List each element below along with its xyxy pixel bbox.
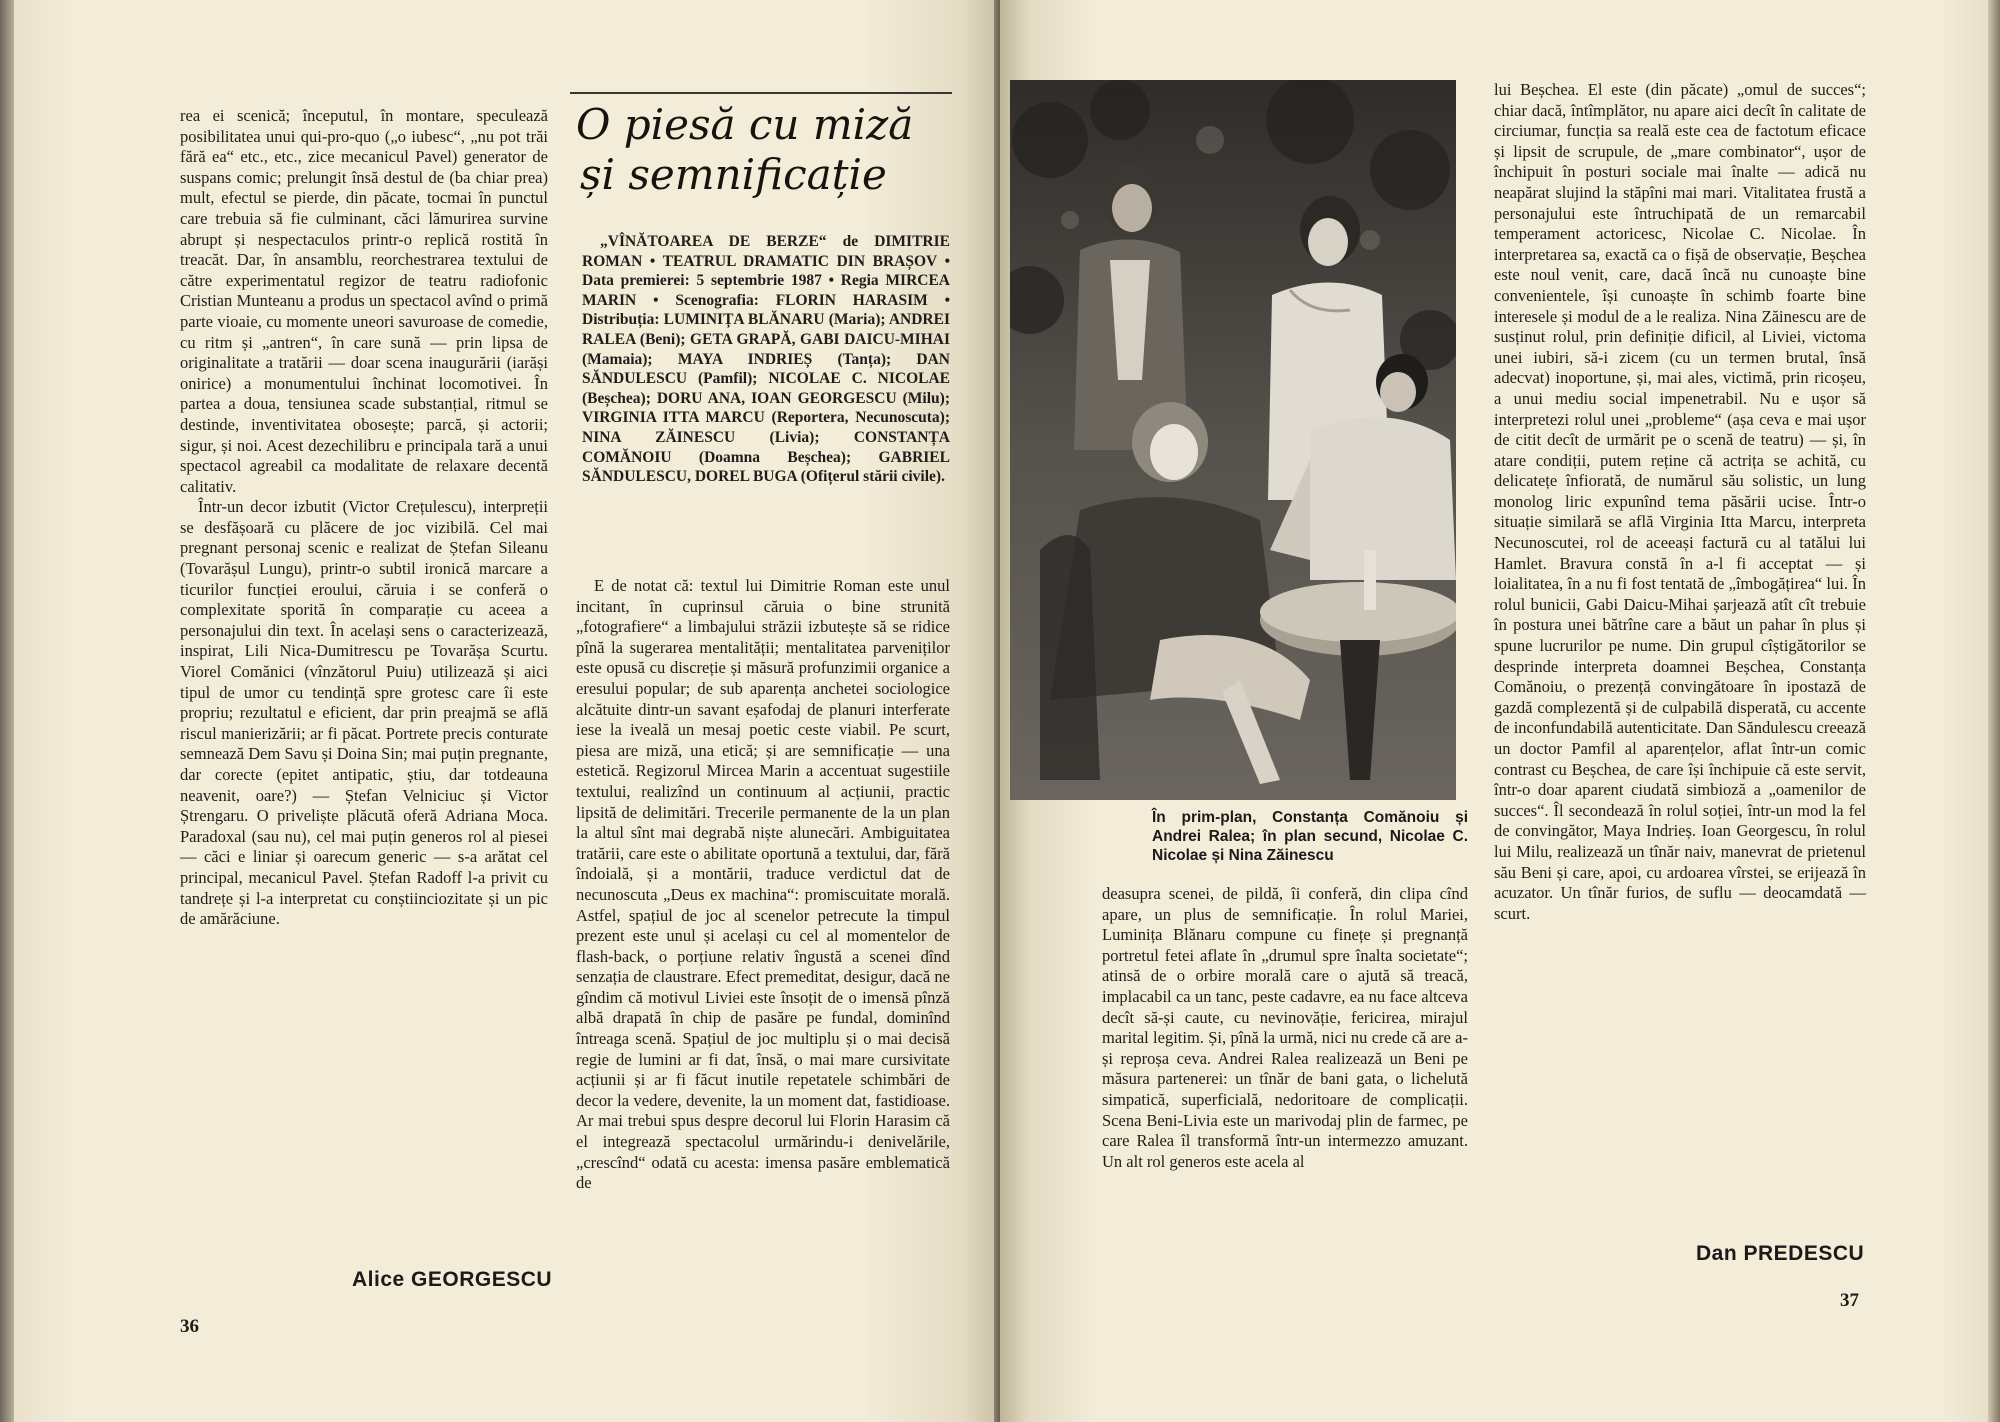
photo-image <box>1010 80 1456 800</box>
right-page-number: 37 <box>1840 1290 1859 1311</box>
article-title-line-1: O piesă cu miză <box>576 100 914 149</box>
right-col1-paragraph: deasupra scenei, de pildă, îi conferă, din clipa cînd apare, un plus de semnificație. În rolul Mariei, Luminița Blănaru compune cu finețe și pregnanță portretul fetei aflate în „drumul spre înalta societate“; atinsă de o orbire morală care o ajută să treacă, implacabil ca un tanc, peste cadavre, ea nu face altceva decît să-și caute, cu nevinovăție, fericirea, mirajul marital legitim. Și, pînă la urmă, nici nu crede că are a-și reproșa ceva. Andrei Ralea realizează un Beni pe măsura partenerei: un tînăr de bani gata, o lichelută simpatică, superficială, nedoritoare de complicații. Scena Beni-Livia este un marivodaj plin de farmec, pe care Ralea îl transformă într-un intermezzo amuzant. Un alt rol generos este acela al <box>1102 884 1468 1171</box>
book-edge-right <box>1988 0 2000 1422</box>
left-signature: Alice GEORGESCU <box>352 1268 553 1291</box>
right-column-1 <box>1102 884 1468 1172</box>
title-top-rule <box>570 92 952 94</box>
book-edge-left <box>0 0 14 1422</box>
left-column-2 <box>576 576 950 1194</box>
photo-caption: În prim-plan, Constanța Comănoiu și Andrei Ralea; în plan secund, Nicolae C. Nicolae și Nina Zăinescu <box>1152 809 1468 864</box>
credits-text: „VÎNĂTOAREA DE BERZE“ de DIMITRIE ROMAN • TEATRUL DRAMATIC DIN BRAȘOV • Data premierei: 5 septembrie 1987 • Regia MIRCEA MARIN • Scenografia: FLORIN HARASIM • Distribuția: LUMINIȚA BLĂNARU (Maria); ANDREI RALEA (Beni); GETA GRAPĂ, GABI DAICU-MIHAI (Mamaia); MAYA INDRIEȘ (Tanța); DAN SĂNDULESCU (Pamfil); NICOLAE C. NICOLAE (Beșchea); DORU ANA, IOAN GEORGESCU (Milu); VIRGINIA ITTA MARCU (Reportera, Necunoscuta); NINA ZĂINESCU (Livia); CONSTANȚA COMĂNOIU (Doamna Beșchea); GABRIEL SĂNDULESCU, DOREL BUGA (Ofițerul stării civile). <box>582 233 950 486</box>
article-title <box>576 100 956 200</box>
left-col1-paragraph-1: rea ei scenică; începutul, în montare, speculează posibilitatea unui qui-pro-quo („o iubesc“, „nu pot trăi fără ea“ etc., etc., zice mecanicul Pavel) generator de suspans comic; prelungit însă destul de (ba chiar prea) mult, efectul se pierde, din păcate, tocmai în punctul care trebuia să fie culminant, căci lămurirea survine abrupt și nespectaculos printr-o replică rostită în treacăt. Dar, în ansamblu, reorchestrarea textului de către experimentatul regizor de teatru radiofonic Cristian Munteanu a produs un spectacol avînd o primă parte vioaie, cu momente uneori savuroase de comedie, cu ritm și „antren“, în care sună — prin lipsa de originalitate a tratării — doar scena inaugurării (iarăși onirice) a monumentului închinat locomotivei. În partea a doua, tensiunea scade substanțial, ritmul se destinde, inventivitatea obosește; parcă, și actorii; sigur, și noi. Acest dezechilibru e principala tară a unui spectacol agreabil ca modalitate de relaxare decentă calitativ. <box>180 106 548 496</box>
right-signature: Dan PREDESCU <box>1696 1242 1865 1265</box>
right-col2-paragraph: lui Beșchea. El este (din păcate) „omul de succes“; chiar dacă, întîmplător, nu apare aici decît în calitate de circiumar, funcția sa reală este cea de factotum eficace și lipsit de scrupule, de „mare combinator“, ușor de închipuit în posturi sociale mai înalte — adică nu neapărat slujind la stăpîni mai mari. Vitalitatea frustă a personajului este întruchipată de un remarcabil temperament actoricesc, Nicolae C. Nicolae. În interpretarea sa, exactă ca o fișă de observație, Beșchea este noul venit, care, dacă încă nu cunoaște bine convenientele, își cunoaște în schimb foarte bine interesele și modul de a le realiza. Nina Zăinescu are de susținut rolul, prin definiție dificil, al Liviei, victoma unei iubiri, să-i zicem (cu un termen brutal, însă adecvat) inoportune, și, mai ales, victimă, prin ricoșeu, a unui mediu social impenetrabil. Nu e ușor să interpretezi rolul unei „probleme“ (așa ceva e mai ușor de citit decît de urmărit pe o scenă de teatru) — și, în atare condiții, putem reține că actrița se achită, cu delicatețe înfiorată, de numărul său solistic, un lung monolog liric expunînd tema păsării ucise. Într-o situație similară se află Virginia Itta Marcu, interpreta Necunoscutei, rol de aceeași factură cu al tatălui lui Hamlet. Bravura constă în a-l fi acceptat — și loialitatea, în a nu fi fost tentată de „îmbogățirea“ lui. În rolul bunicii, Gabi Daicu-Mihai șarjează atît cît trebuie în postura unei bătrîne care a băut un pahar în plus și spune lucrurilor pe nume. Din grupul cîștigătorilor se desprinde interpreta doamnei Beșchea, Constanța Comănoiu, o prezență convingătoare în ipostază de gazdă complezentă și de culpabilă disperată, cu accente de inconfundabilă autenticitate. Dan Săndulescu creează un doctor Pamfil al aparențelor, aflat într-un comic contrast cu Beșchea, de care își închipuie că este servit, într-o doar aparent ciudată simbioză a „oamenilor de succes“. Îl secondează în rolul soției, într-un mod la fel de convingător, Maya Indrieș. Ioan Georgescu, în rolul lui Milu, realizează un tînăr naiv, manevrat de prietenul său Beni și care, apoi, cu ardoarea vîrstei, se erijează în acuzator. Un tînăr furios, de suflu — deocamdată — scurt. <box>1494 80 1866 923</box>
article-title-line-2: și semnificație <box>580 150 887 199</box>
left-page-number: 36 <box>180 1316 199 1337</box>
left-col1-paragraph-2: Într-un decor izbutit (Victor Crețulescu), interpreții se desfășoară cu plăcere de joc vizibilă. Cel mai pregnant personaj scenic e realizat de Ștefan Sileanu (Tovarășul Lungu), printr-o subtil ironică marcare a ticurilor funcției eroului, căruia i se conferă o complexitate sporită în comparație cu aceea a personajului din text. În același sens o caracterizează, inspirat, Lili Nica-Dumitrescu pe Tovarășa Scurtu. Viorel Comănici (vînzătorul Puiu) utilizează și aici tipul de umor cu tendință spre grotesc care îi este propriu; rezultatul e eficient, dar prin preajmă se află riscul manierizării; ar fi păcat. Portrete precis conturate semnează Dem Savu și Doina Sin; mai puțin pregnante, dar corecte (epitet antipatic, știu, dar totdeauna neavenit, oare?) — Ștefan Velniciuc și Victor Ștrengaru. O priveliște plăcută oferă Adriana Moca. Paradoxal (sau nu), cel mai puțin generos rol al piesei — căci e liniar și oarecum generic — s-a arătat cel principal, mecanicul Pavel. Ștefan Radoff l-a privit cu tandrețe și l-a interpretat cu conștiinciozitate și un pic de amărăciune. <box>180 497 548 929</box>
production-credits <box>582 232 950 487</box>
production-photo <box>1010 80 1456 800</box>
left-column-1 <box>180 106 548 930</box>
left-col2-paragraph: E de notat că: textul lui Dimitrie Roman este unul incitant, în cuprinsul căruia o bine strunită „fotografiere“ a limbajului străzii izbutește să se ridice pînă la sugerarea mentalității; mentalitatea parveniților este opusă cu discreție și măsură profunzimii organice a eresului popular; de sub aparența anchetei sociologice alcătuite dintr-un savant eșafodaj de planuri interferate iese la iveală un mesaj poetic ceste viabil. Pe scurt, piesa are miză, una etică; și are semnificație — una estetică. Regizorul Mircea Marin a accentuat sugestiile textului, realizînd un continuum al acțiunii, practic lipsită de delimitări. Trecerile permanente de la un plan la altul sînt mai degrabă niște alunecări. Ambiguitatea tratării, care este o abilitate oportună a textului, dar, fără îndoială, și a montării, traduce verdictul dat de necunoscuta „Deus ex machina“: promiscuitate morală. Astfel, spațiul de joc al scenelor petrecute la timpul prezent este unul și același cu cel al momentelor de flash-back, o porțiune relativ îngustă a scenei dînd senzația de claustrare. Efect premeditat, desigur, dacă ne gîndim că motivul Liviei este însoțit de o imensă pînză albă drapată în chip de pasăre pe fundal, dominînd întreaga scenă. Spațiul de joc multiplu și o mai decisă regie de lumini ar fi dat, însă, o mai mare cursivitate acțiunii și ar fi făcut inutile repetatele schimbări de decor la vedere, devenite, la un moment dat, fastidioase. Ar mai trebui spus despre decorul lui Florin Harasim că el integrează spectacolul urmărindu-i denivelările, „crescînd“ odată cu acesta: imensa pasăre emblematică de <box>576 576 950 1193</box>
right-column-2 <box>1494 80 1866 924</box>
